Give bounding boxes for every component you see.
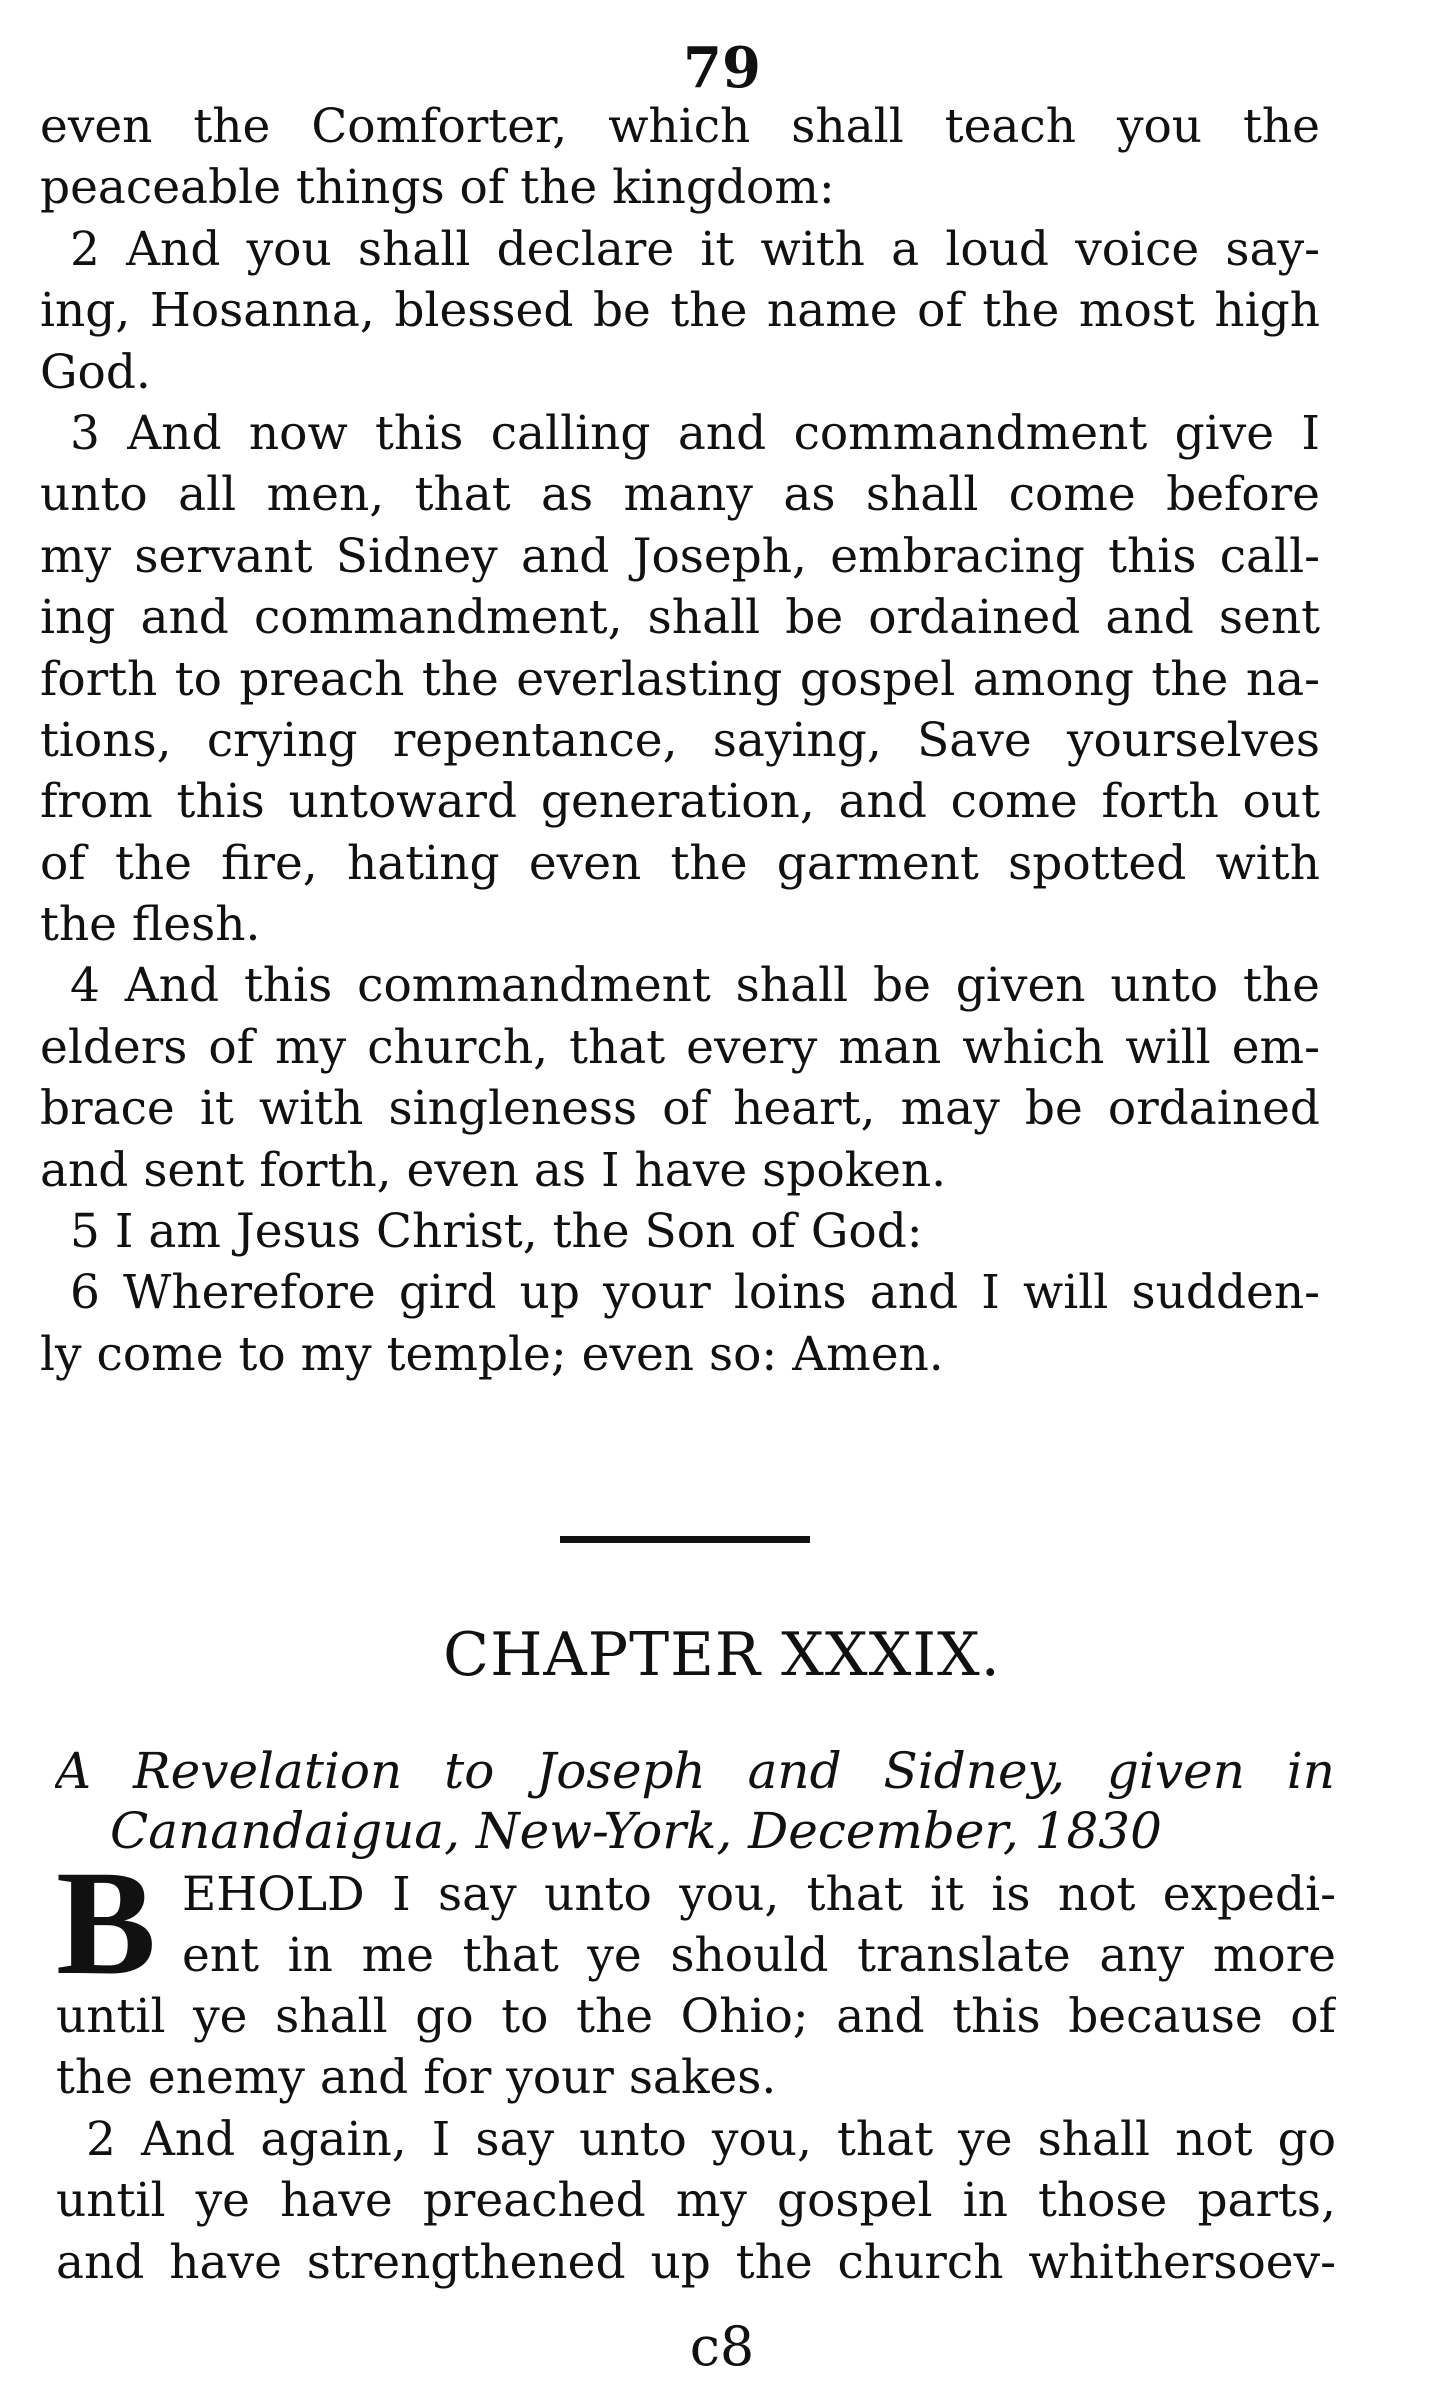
- text-line: of the fire, hating even the garment spotted with: [40, 835, 1320, 891]
- text-line: and have strengthened up the church whithersoev-: [56, 2234, 1336, 2290]
- text-line: from this untoward generation, and come forth out: [40, 774, 1320, 830]
- text-line: ing and commandment, shall be ordained and sent: [40, 590, 1320, 646]
- page-number: 79: [683, 35, 761, 101]
- text-line: forth to preach the everlasting gospel among the na-: [40, 651, 1320, 707]
- verse-4-line: 4 And this commandment shall be given unto the: [70, 958, 1320, 1014]
- heading-line: A Revelation to Joseph and Sidney, given in: [55, 1742, 1335, 1800]
- text-line: until ye have preached my gospel in those parts,: [56, 2173, 1336, 2229]
- text-line: ent in me that ye should translate any more: [182, 1928, 1336, 1983]
- verse-2-line: 2 And you shall declare it with a loud voice say-: [70, 221, 1320, 277]
- text-line: unto all men, that as many as shall come before: [40, 467, 1320, 523]
- text-line: peaceable things of the kingdom:: [40, 160, 835, 216]
- text-line: EHOLD I say unto you, that it is not expedi-: [182, 1867, 1336, 1922]
- heading-line: Canandaigua, New-York, December, 1830: [110, 1802, 1162, 1860]
- verse-6-line: 6 Wherefore gird up your loins and I will sudden-: [70, 1265, 1320, 1321]
- text-line: God.: [40, 344, 151, 400]
- text-line: tions, crying repentance, saying, Save yourselves: [40, 712, 1320, 768]
- section-divider-rule: [560, 1536, 810, 1543]
- text-line: the enemy and for your sakes.: [56, 2050, 777, 2106]
- verse-2-line: 2 And again, I say unto you, that ye shall not go: [86, 2111, 1336, 2167]
- opening-paragraph: [56, 1840, 1336, 2006]
- text-line: ing, Hosanna, blessed be the name of the most high: [40, 283, 1320, 339]
- text-line: brace it with singleness of heart, may be ordained: [40, 1081, 1320, 1137]
- text-line: the flesh.: [40, 897, 261, 953]
- text-line: elders of my church, that every man which will em-: [40, 1019, 1320, 1075]
- text-line: my servant Sidney and Joseph, embracing this call-: [40, 528, 1320, 584]
- text-line: and sent forth, even as I have spoken.: [40, 1142, 947, 1198]
- chapter-heading: [55, 1741, 1335, 1861]
- continued-revelation-text: [40, 96, 1320, 1385]
- chapter-body-text: [56, 1840, 1336, 2293]
- verse-5-line: 5 I am Jesus Christ, the Son of God:: [70, 1204, 923, 1260]
- text-line: even the Comforter, which shall teach you the: [40, 99, 1320, 154]
- drop-cap-lines: [182, 1864, 1336, 1986]
- verse-3-line: 3 And now this calling and commandment give I: [70, 405, 1320, 461]
- chapter-title: CHAPTER XXXIX.: [443, 1620, 1001, 1690]
- text-line: ly come to my temple; even so: Amen.: [40, 1326, 944, 1382]
- text-line: until ye shall go to the Ohio; and this because of: [56, 1989, 1336, 2044]
- drop-cap-letter: B: [56, 1840, 157, 2006]
- signature-mark: c8: [689, 2315, 755, 2378]
